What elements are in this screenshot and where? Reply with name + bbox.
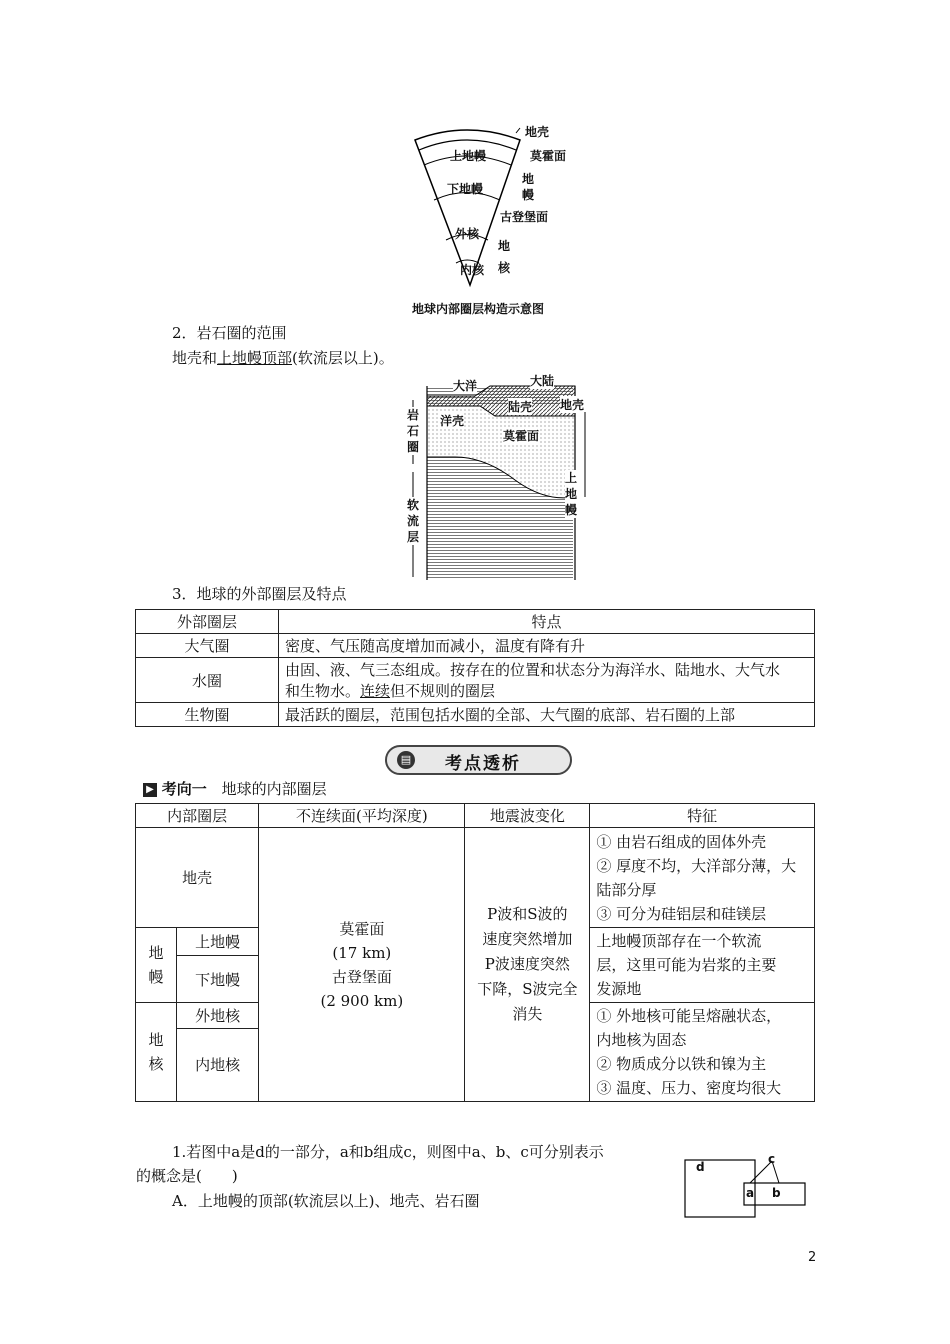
label-c: c — [768, 1152, 776, 1166]
table-header-row — [136, 610, 815, 634]
table-header: 地震波变化 — [465, 804, 590, 828]
label-continent: 大陆 — [530, 374, 555, 388]
label-d: d — [696, 1160, 705, 1174]
table-row: 下地幔 — [136, 956, 815, 1003]
label-ocean: 大洋 — [453, 379, 478, 393]
table-header-row — [136, 804, 815, 828]
section2-text: 地壳和上地幔顶部(软流层以上)。 — [172, 349, 394, 367]
section2-heading: 2．岩石圈的范围 — [172, 324, 287, 342]
outer-spheres-table — [135, 609, 815, 727]
label-outer-core: 外核 — [455, 227, 480, 241]
kaoxiang-heading: ▶ 考向一 地球的内部圈层 — [143, 778, 327, 800]
label-moho2: 莫霍面 — [503, 429, 540, 443]
table-header: 不连续面(平均深度) — [259, 804, 465, 828]
figure1-caption: 地球内部圈层构造示意图 — [412, 302, 545, 316]
table-row: 内地核 — [136, 1028, 815, 1102]
label-upper-mantle2: 上地幔 — [565, 471, 578, 517]
table-row: 地 核 外地核 ① 外地核可能呈熔融状态， 内地核为固态 ② 物质成分以铁和镍为主 ③ 温度、压力、密度均很大 — [136, 1003, 815, 1029]
label-gutenberg: 古登堡面 — [500, 210, 549, 224]
label-upper-mantle: 上地幔 — [450, 149, 487, 163]
concept-diagram — [684, 1152, 809, 1218]
play-icon: ▶ — [143, 783, 157, 797]
label-lithosphere: 岩石圈 — [407, 408, 420, 454]
label-moho: 莫霍面 — [530, 149, 567, 163]
question-line2: 的概念是( ) — [136, 1167, 238, 1185]
label-crust: 地壳 — [525, 125, 550, 139]
book-icon: ▤ — [397, 751, 415, 769]
table-row: 水圈 由固、液、气三态组成。按存在的位置和状态分为海洋水、陆地水、大气水 和生物水。连续但不规则的圈层 — [136, 658, 815, 703]
label-inner-core: 内核 — [460, 263, 485, 277]
page-number: 2 — [808, 1250, 817, 1265]
label-crust2: 地壳 — [560, 398, 585, 412]
label-b: b — [772, 1186, 781, 1200]
inner-layers-table — [135, 803, 815, 1102]
label-a: a — [746, 1186, 755, 1200]
label-core: 地核 — [498, 239, 511, 275]
label-oceanic-crust: 洋壳 — [440, 414, 465, 428]
table-header: 外部圈层 — [136, 610, 279, 634]
table-header: 特点 — [279, 610, 815, 634]
table-header: 特征 — [590, 804, 815, 828]
underlined-term: 上地幔顶部 — [217, 349, 293, 367]
label-continental-crust: 陆壳 — [508, 400, 533, 414]
option-a: A．上地幔的顶部(软流层以上)、地壳、岩石圈 — [172, 1192, 480, 1210]
kaodian-badge: ▤ 考点透析 — [385, 745, 572, 775]
table-header: 内部圈层 — [136, 804, 259, 828]
table-row: 大气圈 密度、气压随高度增加而减小，温度有降有升 — [136, 634, 815, 658]
section3-heading: 3．地球的外部圈层及特点 — [172, 585, 347, 603]
label-mantle: 地幔 — [522, 172, 535, 202]
table-row: 生物圈 最活跃的圈层，范围包括水圈的全部、大气圈的底部、岩石圈的上部 — [136, 703, 815, 727]
question-line1: 1.若图中a是d的一部分，a和b组成c，则图中a、b、c可分别表示 — [172, 1143, 604, 1161]
earth-interior-figure — [400, 115, 600, 290]
table-row: 地 幔 上地幔 上地幔顶部存在一个软流 层，这里可能为岩浆的主要 发源地 — [136, 928, 815, 956]
lithosphere-figure — [395, 372, 595, 580]
table-row: 地壳 莫霍面 (17 km) 古登堡面 (2 900 km) P波和S波的 速度突然增加 P波速度突然 下降，S波完全 消失 ① 由岩石组成的固体外壳 ② 厚度不均，大洋部分薄，大 陆部分厚 ③ 可分为硅铝层和硅镁层 — [136, 828, 815, 928]
label-lower-mantle: 下地幔 — [447, 182, 484, 196]
label-asthenosphere: 软流层 — [407, 498, 420, 544]
